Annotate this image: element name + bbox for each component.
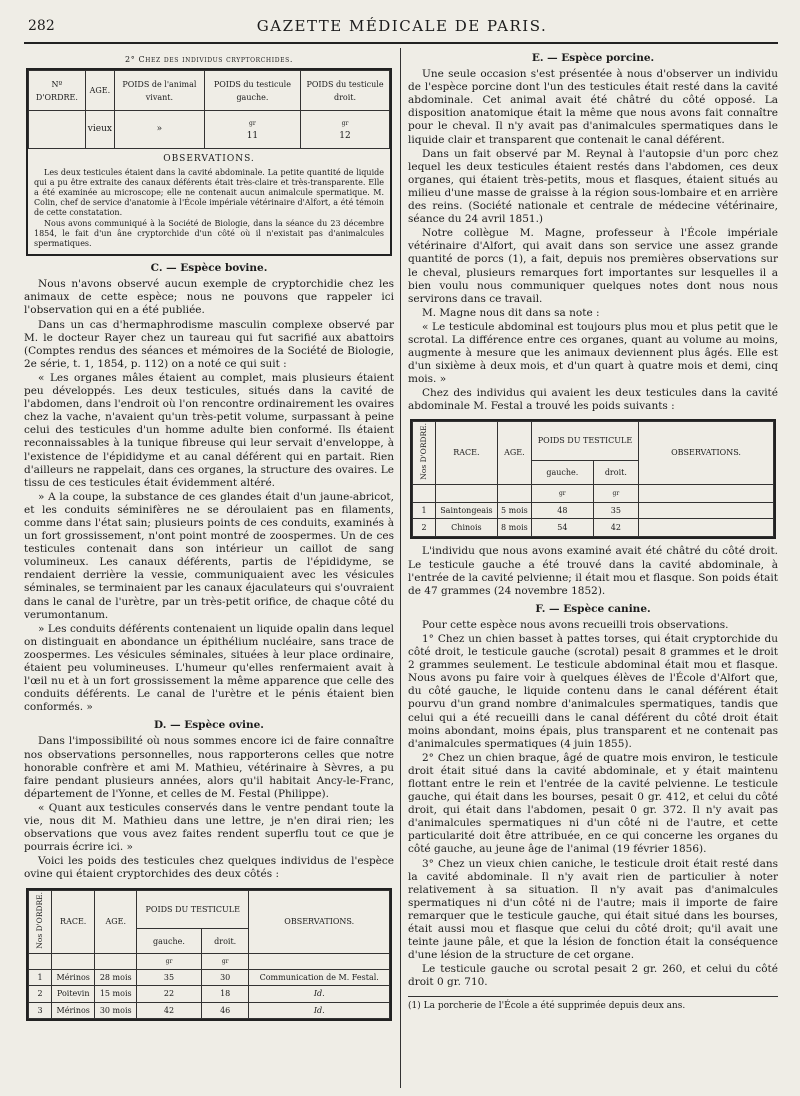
ovine-table-box	[26, 888, 392, 1021]
table-row: 1 Saintongeais 5 mois 48 35	[413, 503, 774, 519]
cryptorchid-table	[28, 70, 390, 149]
table-row: 1 Mérinos 28 mois 35 30 Communication de M. Festal.	[29, 970, 390, 986]
table-row: 2 Poitevin 15 mois 22 18 Id.	[29, 986, 390, 1002]
th-right: droit.	[201, 929, 249, 954]
paragraph: L'individu que nous avons examiné avait été châtré du côté droit. Le testicule gauche a été trouvé dans la cavité abdominale, à l'entrée de la cavité pelvienne; il était mou et flasque. Son poids était de 47 grammes (24 novembre 1852).	[408, 545, 778, 597]
th-right: droit.	[593, 460, 638, 485]
paragraph: Dans l'impossibilité où nous sommes encore ici de faire connaître nos observations personnelles, nous rapporterons celles que notre honorable confrère et ami M. Mathieu, vétérinaire à Sèvres, a pu faire pendant plusieurs années, alors qu'il habitait Ancy-le-Franc, département de l'Yonne, et celles de M. Festal (Philippe).	[24, 735, 394, 800]
page-number: 282	[28, 18, 55, 34]
paragraph: Nous n'avons observé aucun exemple de cryptorchidie chez les animaux de cette espèce; nous ne pouvons que rappeler ici l'observation qui en a été publiée.	[24, 278, 394, 317]
observations-title: OBSERVATIONS.	[163, 154, 255, 165]
cell-weight-left: gr 11	[204, 111, 300, 149]
th-race: RACE.	[52, 890, 95, 954]
th-order: Nos D'ORDRE.	[29, 890, 52, 954]
section-c-heading: C. — Espèce bovine.	[150, 262, 268, 275]
table-row: 3 Mérinos 30 mois 42 46 Id.	[29, 1002, 390, 1018]
cell-age: vieux	[85, 111, 114, 149]
cryptorchid-table-box	[26, 68, 392, 256]
right-column	[408, 50, 778, 1090]
th-left: gauche.	[531, 460, 593, 485]
paragraph: Voici les poids des testicules chez quelques individus de l'espèce ovine qui étaient cryptorchides des deux côtés :	[24, 855, 394, 881]
th-age: AGE.	[95, 890, 137, 954]
observations-text: Les deux testicules étaient dans la cavité abdominale. La petite quantité de liquide qui a pu être extraite des canaux déférents était très-claire et très-transparente. Elle a été examinée au microscope; elle ne contenait aucun animalcule spermatique. M. Colin, chef de service d'anatomie à l'École impériale vétérinaire d'Alfort, a été témoin de cette constatation. Nous avons communiqué à la Société de Biologie, dans la séance du 23 décembre 1854, le fait d'un âne cryptorchide d'un côté où il n'existait pas d'animalcules spermatiques.	[34, 168, 384, 249]
th-age: AGE.	[497, 421, 531, 485]
th-weight: POIDS DU TESTICULE	[137, 890, 249, 929]
paragraph: 1° Chez un chien basset à pattes torses, qui était cryptorchide du côté droit, le testicule gauche (scrotal) pesait 8 grammes et le droit 2 grammes seulement. Le testicule abdominal était mou et flasque. Nous avons pu faire voir à quelques élèves de l'École d'Alfort que, du côté gauche, le liquide contenu dans le canal déférent était pourvu d'un grand nombre d'animalcules spermatiques, tandis que celui qui a été recueilli dans le canal déférent du côté droit était moins abondant, moins épais, plus transparent et ne contenait pas d'animalcules spermatiques (4 juin 1855).	[408, 632, 778, 750]
page-header	[26, 14, 778, 40]
th-weight-animal: POIDS de l'animal vivant.	[114, 71, 204, 111]
paragraph: Notre collègue M. Magne, professeur à l'École impériale vétérinaire d'Alfort, qui avait dans son service une assez grande quantité de porcs (1), a fait, depuis nos premières observations sur le cheval, plusieurs remarques fort importantes sur lesquelles il a bien voulu nous communiquer quelques notes dont nous nous servirons dans ce travail.	[408, 227, 778, 305]
cell-weight-right: gr 12	[301, 111, 390, 149]
paragraph: Dans un fait observé par M. Reynal à l'autopsie d'un porc chez lequel les deux testicules étaient restés dans l'abdomen, ces deux organes, qui étaient très-petits, mous et flasques, étaient situés au milieu d'une masse de graisse à la région sous-lombaire et en arrière des reins. (Société nationale et centrale de médecine vétérinaire, séance du 24 avril 1851.)	[408, 147, 778, 226]
paragraph: Chez des individus qui avaient les deux testicules dans la cavité abdominale M. Festal a trouvé les poids suivants :	[408, 387, 778, 413]
header-rule	[24, 42, 778, 44]
paragraph: Le testicule gauche ou scrotal pesait 2 gr. 260, et celui du côté droit 0 gr. 710.	[408, 963, 778, 989]
section-d-heading: D. — Espèce ovine.	[154, 719, 264, 732]
porcine-table: Nos D'ORDRE. RACE. AGE. POIDS DU TESTICULE OBSERVATIONS. gauche. droit. gr gr 1 Saintongeais 5 mois 48 35 2 Chinois 8 mois 54 42	[412, 421, 774, 538]
left-column	[24, 50, 394, 1090]
porcine-table-box	[410, 419, 776, 540]
section-e-heading: E. — Espèce porcine.	[531, 52, 655, 64]
section-f-heading: F. — Espèce canine.	[535, 602, 651, 615]
cell-order	[29, 111, 86, 149]
journal-title: GAZETTE MÉDICALE DE PARIS.	[256, 17, 548, 35]
table-row-spacer	[29, 954, 52, 970]
th-weight-right: POIDS du testicule droit.	[301, 71, 390, 111]
paragraph: » Les conduits déférents contenaient un liquide opalin dans lequel on distinguait en abondance un épithélium nucléaire, sans trace de zoospermes. Les vésicules séminales, situées à leur place ordinaire, étaient peu volumineuses. L'humeur qu'elles renfermaient avait à l'œil nu et à un fort grossissement la même apparence que celle des conduits déférents. Le canal de l'urètre et le pénis étaient bien conformés. »	[24, 622, 394, 714]
th-weight: POIDS DU TESTICULE	[531, 421, 638, 460]
th-observations: OBSERVATIONS.	[249, 890, 390, 954]
table-row: 2 Chinois 8 mois 54 42	[413, 519, 774, 537]
paragraph: « Les organes mâles étaient au complet, mais plusieurs étaient peu développés. Les deux testicules, situés dans la cavité de l'abdomen, dans l'endroit où l'on rencontre ordinairement les ovaires chez la vache, n'avaient qu'un très-petit volume, surpassant à peine celui des testicules d'un homme adulte bien conformé. Ils étaient reconnaissables à la tunique fibreuse qui leur servait d'enveloppe, à l'existence de l'épididyme et au canal déférent qui en partait. Rien d'ailleurs ne rappelait, dans ces organes, la structure des ovaires. Le tissu de ces testicules était évidemment altéré.	[24, 371, 394, 489]
paragraph: Pour cette espèce nous avons recueilli trois observations.	[422, 618, 729, 631]
paragraph: 2° Chez un chien braque, âgé de quatre mois environ, le testicule droit était situé dans la cavité abdominale, et y était maintenu flottant entre le rein et l'entrée de la cavité pelvienne. Le testicule gauche, qui était dans les bourses, pesait 0 gr. 412, et celui du côté droit, qui était dans l'abdomen, pesait 0 gr. 372. Il n'y avait pas d'animalcules spermatiques ni d'un côté ni de l'autre, et cette particularité doit être attribuée, en ce qui concerne les organes du côté gauche, au jeune âge de l'animal (19 février 1856).	[408, 751, 778, 856]
th-observations: OBSERVATIONS.	[639, 421, 774, 485]
paragraph: » A la coupe, la substance de ces glandes était d'un jaune-abricot, et les conduits séminifères ne se déroulaient pas en filaments, comme dans l'état sain; plusieurs points de ces conduits, examinés à un fort grossissement, n'ont point montré de zoospermes. Un de ces testicules contenait dans son intérieur un caillot de sang volumineux. Les canaux déférents, partis de l'épididyme, se rendaient derrière la vessie, communiquaient avec les vésicules séminales, se terminaient par les canaux éjaculateurs qui s'ouvraient dans le canal de l'urètre, par un très-petit orifice, de chaque côté du verumontanum.	[24, 490, 394, 621]
th-order: Nº D'ORDRE.	[29, 71, 86, 111]
th-race: RACE.	[436, 421, 498, 485]
th-age: AGE.	[85, 71, 114, 111]
ovine-table: Nos D'ORDRE. RACE. AGE. POIDS DU TESTICULE OBSERVATIONS. gauche. droit. gr gr 1 Mérinos 28 mois 35 30 Communication de M. Festal. 2 Poitevin 15 mois 22 18 Id. 3 Mérinos 30 mois 42 46 Id.	[28, 890, 390, 1019]
th-order: Nos D'ORDRE.	[413, 421, 436, 485]
paragraph: M. Magne nous dit dans sa note :	[422, 306, 600, 319]
cell-weight-animal: »	[114, 111, 204, 149]
paragraph: Dans un cas d'hermaphrodisme masculin complexe observé par M. le docteur Rayer chez un taureau qui fut sacrifié aux abattoirs (Comptes rendus des séances et mémoires de la Société de Biologie, 2e série, t. 1, 1854, p. 112) on a noté ce qui suit :	[24, 318, 394, 370]
table-row-spacer	[413, 485, 436, 503]
th-left: gauche.	[137, 929, 202, 954]
paragraph: 3° Chez un vieux chien caniche, le testicule droit était resté dans la cavité abdominale. Il n'y avait rien de particulier à noter relativement à sa situation. Il n'y avait pas d'animalcules spermatiques ni d'un côté ni de l'autre; mais il importe de faire remarquer que le testicule gauche, qui était situé dans les bourses, était aussi mou et flasque que celui du côté droit; qu'il avait une teinte jaune pâle, et que la lésion de fonction était la conséquence d'une lésion de la structure de cet organe.	[408, 857, 778, 962]
footnote: (1) La porcherie de l'École a été supprimée depuis deux ans.	[408, 996, 778, 1013]
th-weight-left: POIDS du testicule gauche.	[204, 71, 300, 111]
column-separator	[400, 48, 401, 1088]
paragraph: « Le testicule abdominal est toujours plus mou et plus petit que le scrotal. La différence entre ces organes, quant au volume au moins, augmente à mesure que les animaux deviennent plus âgés. Elle est d'un sixième à deux mois, et d'un quart à quatre mois et demi, cinq mois. »	[408, 320, 778, 386]
paragraph: « Quant aux testicules conservés dans le ventre pendant toute la vie, nous dit M. Mathieu dans une lettre, je n'en dirai rien; les observations que vous avez faites rendent superflu tout ce que je pourrais écrire ici. »	[24, 801, 394, 854]
paragraph: Une seule occasion s'est présentée à nous d'observer un individu de l'espèce porcine dont l'un des testicules était resté dans la cavité abdominale. Cet animal avait été châtré du côté opposé. La disposition anatomique était la même que nous avons fait connaître pour le cheval. Il n'y avait pas d'animalcules spermatiques dans le liquide clair et transparent que contenait le canal déférent.	[408, 68, 778, 146]
top-table-caption: 2° Chez des individus cryptorchides.	[125, 55, 293, 64]
